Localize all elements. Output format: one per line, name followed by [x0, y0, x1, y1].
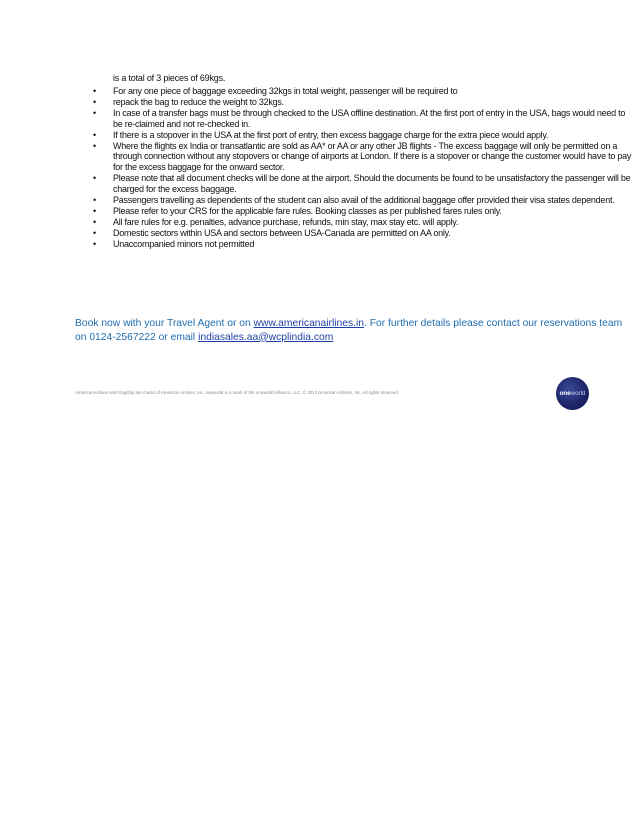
bullet-icon: • [93, 195, 96, 206]
oneworld-logo: one world [556, 377, 589, 410]
list-item: • Please note that all document checks will be done at the airport. Should the documents be found to be unsatisfactory the passenger will be charged for the excess baggage. [93, 173, 631, 195]
list-item: • Unaccompanied minors not permitted [93, 238, 255, 249]
bullet-icon: • [93, 107, 96, 118]
list-item: • If there is a stopover in the USA at the first port of entry, then excess baggage charge for the extra piece would apply. [93, 129, 549, 140]
list-item: • In case of a transfer bags must be through checked to the USA offline destination. At the first port of entry in the USA, bags would need to be re-claimed and not re-checked in. [93, 107, 626, 129]
bullet-icon: • [93, 238, 96, 249]
list-item: • repack the bag to reduce the weight to 32kgs. [93, 96, 284, 107]
footer-legal-text: AmericanAirlines and Flagship are marks of American Airlines, Inc. oneworld is a mark of the oneworld Alliance, LLC. © 2013 American Airlines, Inc. All rights reserved. [75, 390, 399, 395]
list-item: • All fare rules for e.g. penalties, advance purchase, refunds, min stay, max stay etc. will apply. [93, 216, 459, 227]
baggage-rules-list [90, 86, 635, 250]
bullet-icon: • [93, 96, 96, 107]
list-item: • Where the flights ex India or transatlantic are sold as AA* or AA or any other JB flights - The excess baggage will only be permitted on a through connection without any stopovers or change of airports at London. If there is a stopover or change the customer would have to pay for the excess baggage for the onward sector. [93, 140, 632, 173]
bullet-icon: • [93, 227, 96, 238]
website-link[interactable]: www.americanairlines.in [253, 318, 365, 329]
bullet-icon: • [93, 173, 96, 184]
list-item: • Please refer to your CRS for the applicable fare rules. Booking classes as per published fares rules only. [93, 205, 502, 216]
bullet-icon: • [93, 129, 96, 140]
bullet-icon: • [93, 86, 96, 96]
list-item: • Passengers travelling as dependents of the student can also avail of the additional baggage offer provided their visa states dependent. [93, 195, 615, 206]
continuation-text: is a total of 3 pieces of 69kgs. [113, 73, 226, 83]
booking-paragraph: Book now with your Travel Agent or on www.americanairlines.in. For further details please contact our reservations team on 0124-2567222 or email indiasales.aa@wcplindia.com [75, 318, 623, 343]
bullet-icon: • [93, 140, 96, 151]
list-item: • For any one piece of baggage exceeding 32kgs in total weight, passenger will be required to [93, 86, 458, 96]
bullet-icon: • [93, 205, 96, 216]
email-link[interactable]: indiasales.aa@wcplindia.com [198, 331, 334, 343]
list-item: • Domestic sectors within USA and sectors between USA-Canada are permitted on AA only. [93, 227, 451, 238]
bullet-icon: • [93, 216, 96, 227]
